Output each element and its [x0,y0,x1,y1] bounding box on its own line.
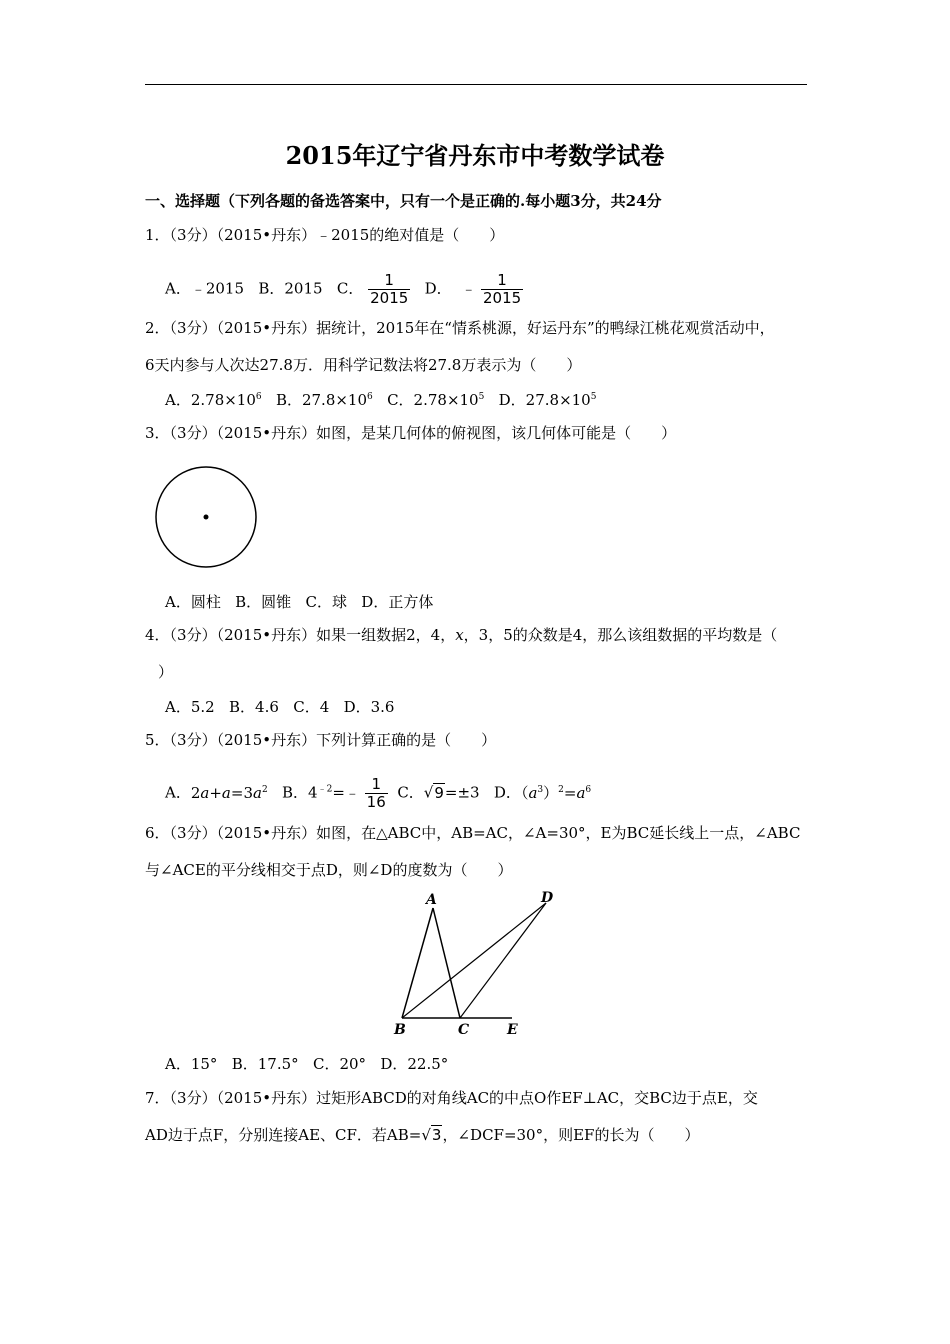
q1-option-a: A．﹣2015 [165,279,245,298]
label-A: A [426,892,437,908]
q1-option-d: D． [424,279,452,298]
section-heading: 一、选择题（下列各题的备选答案中，只有一个是正确的.每小题3分，共24分 [145,192,662,210]
q6-option-b: B．17.5° [231,1055,299,1073]
question-6-options [165,1054,448,1074]
label-E: E [507,1022,518,1038]
q5-option-c-sqrt: √9 [423,783,444,802]
question-4-line-2: ） [158,663,174,681]
q4-line1-post: ，3，5的众数是4，那么该组数据的平均数是（ [463,626,778,644]
question-1-options [165,272,523,307]
q5-option-b-base: 4 [308,783,318,802]
question-5-options [165,776,591,811]
header-rule [145,84,807,85]
question-6-line-1: 6．（3分）（2015•丹东）如图，在△ABC中，AB=AC，∠A=30°，E为BC延长线上一点，∠ABC [145,824,801,842]
q3-option-b: B．圆锥 [235,593,292,611]
q4-line1-pre: 4．（3分）（2015•丹东）如果一组数据2，4， [145,626,456,644]
question-2-options [165,390,596,410]
q5-option-b-equals: =﹣ [332,783,360,802]
question-3-options [165,592,433,612]
top-view-circle-figure [150,462,262,574]
q3-option-c: C．球 [305,593,347,611]
label-B: B [394,1022,406,1038]
q5-option-a-expr: $2a+a=3a^2$ [190,783,268,802]
q4-option-d: D．3.6 [343,698,395,716]
q2-option-b: B．27.8×10 [275,391,368,409]
q1-option-c: C． [336,279,364,298]
q5-option-c-label: C． [397,783,424,802]
q1-option-c-fraction [368,272,410,307]
question-2-line-1: 2．（3分）（2015•丹东）据统计，2015年在“情系桃源，好运丹东”的鸭绿江桃花观赏活动中， [145,319,775,337]
line-AB [402,908,433,1018]
line-BD [402,903,546,1018]
q7-line2-pre: AD边于点F，分别连接AE、CF．若AB= [145,1126,422,1144]
q2-option-c-exponent: 5 [478,392,485,402]
question-7-line-1: 7．（3分）（2015•丹东）过矩形ABCD的对角线AC的中点O作EF⊥AC，交BC边于点E，交 [145,1089,758,1107]
label-D: D [541,890,554,906]
q7-line2-post: ，∠DCF=30°，则EF的长为（ ） [442,1126,700,1144]
q5-option-d-label: D． [493,783,521,802]
label-C: C [458,1022,470,1038]
question-5-stem: 5．（3分）（2015•丹东）下列计算正确的是（ ） [145,731,497,749]
q5-option-b-label: B． [282,783,309,802]
q4-option-a: A．5.2 [165,698,215,716]
fraction-denominator: 16 [366,793,386,811]
fraction-denominator: 2015 [370,289,409,307]
q3-option-d: D．正方体 [361,593,434,611]
question-4-line-1 [145,625,777,645]
q2-option-a: A．2.78×10 [165,391,256,409]
line-AC [433,908,460,1018]
q1-option-b: B．2015 [258,279,323,298]
page-title: 2015年辽宁省丹东市中考数学试卷 [285,141,665,170]
q4-variable: x [455,626,464,644]
q6-option-d: D．22.5° [380,1055,449,1073]
q6-option-c: C．20° [312,1055,367,1073]
fraction-denominator: 2015 [482,289,522,307]
triangle-figure [390,888,565,1040]
q2-option-d-exponent: 5 [590,392,597,402]
radicand: 3 [431,1126,442,1144]
q2-option-a-exponent: 6 [255,392,262,402]
question-2-line-2: 6天内参与人次达27.8万．用科学记数法将27.8万表示为（ ） [145,356,582,374]
q7-sqrt: √3 [421,1126,442,1144]
question-4-options [165,697,394,717]
q4-option-b: B．4.6 [229,698,279,716]
q5-option-a-label: A． [165,783,191,802]
q5-option-b-fraction [365,776,388,811]
q3-option-a: A．圆柱 [165,593,221,611]
fraction-numerator: 1 [371,775,381,793]
q5-option-d-expr: $(a^3)^2=a^6$ [520,783,592,802]
q1-option-d-fraction [481,272,523,307]
question-1-stem: 1．（3分）（2015•丹东）﹣2015的绝对值是（ ） [145,226,505,244]
question-3-stem: 3．（3分）（2015•丹东）如图，是某几何体的俯视图，该几何体可能是（ ） [145,424,677,442]
circle-center-dot [204,515,209,520]
radicand: 9 [434,783,444,802]
q5-option-c-post: =±3 [444,783,480,802]
question-7-line-2 [145,1125,699,1145]
q1-option-d-sign: ﹣ [461,279,477,298]
fraction-numerator: 1 [384,271,394,289]
q2-option-d: D．27.8×10 [498,391,591,409]
q4-option-c: C．4 [293,698,330,716]
fraction-numerator: 1 [497,271,507,289]
q2-option-b-exponent: 6 [367,392,373,402]
line-CD [460,903,546,1018]
q5-option-b-exponent: ﹣2 [317,784,333,795]
q6-option-a: A．15° [165,1055,218,1073]
q2-option-c: C．2.78×10 [387,391,479,409]
question-6-line-2: 与∠ACE的平分线相交于点D，则∠D的度数为（ ） [145,861,513,879]
